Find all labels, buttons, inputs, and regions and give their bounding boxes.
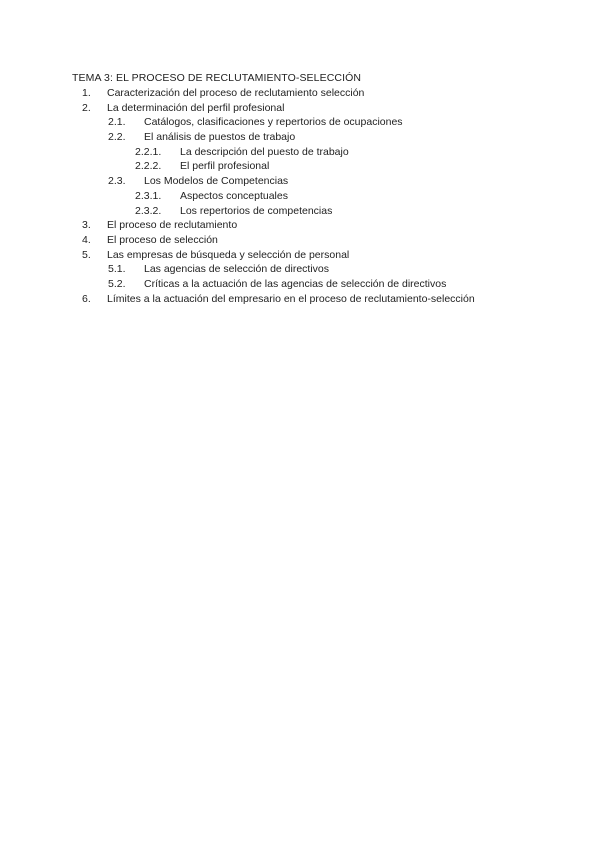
toc-item-number: 4. — [82, 233, 91, 246]
toc-item-number: 2.2.2. — [135, 160, 162, 173]
toc-item-number: 2.1. — [108, 116, 126, 129]
toc-item-number: 5.2. — [108, 277, 126, 290]
toc-item-text: El análisis de puestos de trabajo — [144, 131, 296, 144]
toc-item-text: El proceso de selección — [107, 233, 218, 246]
toc-item-text: Los repertorios de competencias — [180, 204, 333, 217]
toc-item-text: Críticas a la actuación de las agencias de selección de directivos — [144, 277, 447, 290]
toc-item-number: 2. — [82, 101, 91, 114]
toc-item-text: Catálogos, clasificaciones y repertorios de ocupaciones — [144, 116, 403, 129]
toc-item-text: Los Modelos de Competencias — [144, 175, 289, 188]
toc-item-number: 2.3.1. — [135, 189, 162, 202]
toc-item-number: 2.3. — [108, 175, 126, 188]
toc-item-text: Límites a la actuación del empresario en el proceso de reclutamiento-selección — [107, 292, 475, 305]
toc-item-text: La determinación del perfil profesional — [107, 101, 285, 114]
toc-item-number: 5. — [82, 248, 91, 261]
toc-item-text: La descripción del puesto de trabajo — [180, 145, 349, 158]
document-title: TEMA 3: EL PROCESO DE RECLUTAMIENTO-SELECCIÓN — [72, 72, 362, 84]
toc-item-number: 6. — [82, 292, 91, 305]
toc-item-text: Las empresas de búsqueda y selección de personal — [107, 248, 350, 261]
toc-item-text: El perfil profesional — [180, 160, 270, 173]
toc-item-text: Aspectos conceptuales — [180, 189, 288, 202]
toc-item-number: 5.1. — [108, 263, 126, 276]
toc-item-number: 1. — [82, 87, 91, 99]
toc-item-text: Caracterización del proceso de reclutamiento selección — [107, 87, 365, 99]
toc-item-number: 2.2.1. — [135, 145, 162, 158]
toc-item-number: 2.2. — [108, 131, 126, 144]
toc-item-number: 3. — [82, 219, 91, 232]
toc-item-text: Las agencias de selección de directivos — [144, 263, 330, 276]
toc-item-number: 2.3.2. — [135, 204, 162, 217]
toc-item-text: El proceso de reclutamiento — [107, 219, 238, 232]
